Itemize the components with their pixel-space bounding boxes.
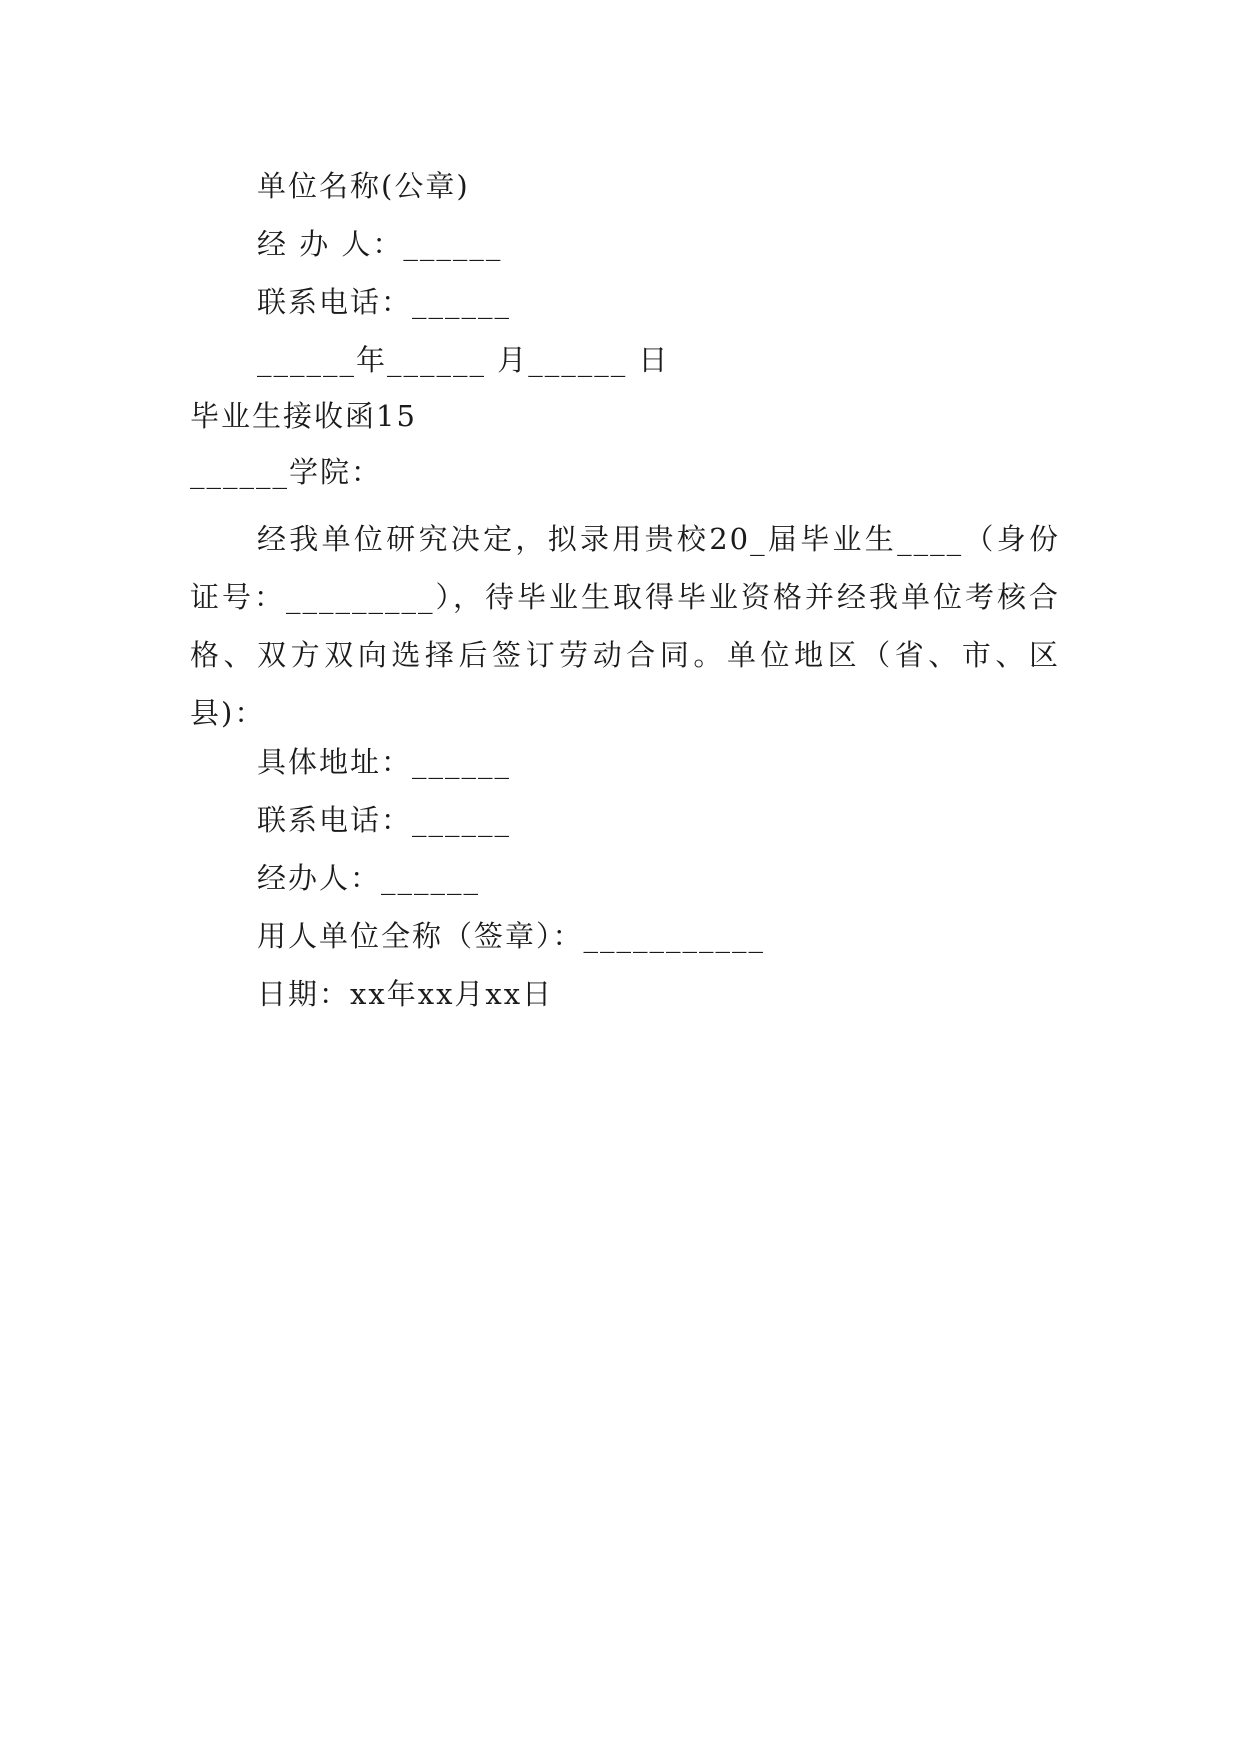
unit-name-seal: 单位名称(公章) xyxy=(257,169,470,203)
recipient-line: ______学院： xyxy=(190,455,383,489)
contact-handler-field: 经办人：______ xyxy=(257,861,481,895)
letter-date: 日期：xx年xx月xx日 xyxy=(257,977,554,1011)
employer-full-name-field: 用人单位全称（签章）：___________ xyxy=(257,919,766,953)
handler-field: 经 办 人：______ xyxy=(257,227,503,261)
contact-phone-field: 联系电话：______ xyxy=(257,803,512,837)
phone-field: 联系电话：______ xyxy=(257,285,512,319)
address-field: 具体地址：______ xyxy=(257,745,512,779)
date-field: ______年______ 月______ 日 xyxy=(257,343,670,377)
letter-title: 毕业生接收函15 xyxy=(190,399,417,433)
letter-body: 经我单位研究决定，拟录用贵校20_届毕业生____（身份证号：_________），待毕业生取得毕业资格并经我单位考核合格、双方双向选择后签订劳动合同。单位地区（省、市、区县)： xyxy=(190,522,1060,730)
